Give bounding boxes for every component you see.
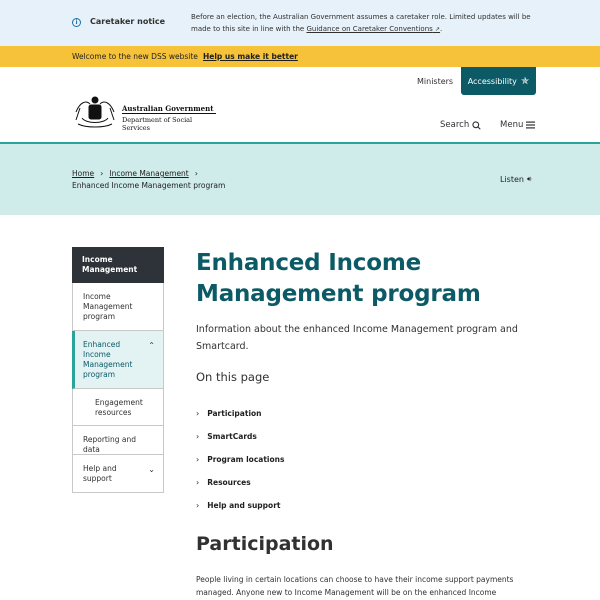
chevron-right-icon: › bbox=[100, 169, 104, 178]
accessibility-button[interactable] bbox=[461, 67, 536, 95]
listen-label: Listen bbox=[500, 175, 524, 184]
site-header bbox=[0, 67, 600, 144]
menu-button[interactable] bbox=[500, 120, 535, 130]
chevron-up-icon[interactable]: ⌃ bbox=[148, 341, 155, 350]
chevron-right-icon: › bbox=[196, 432, 200, 441]
caretaker-notice bbox=[0, 0, 600, 46]
sidenav-item-enhanced-income-management[interactable]: Enhanced Income Management program ⌃ bbox=[72, 331, 164, 389]
section-heading-participation: Participation bbox=[196, 533, 334, 555]
on-this-page-heading: On this page bbox=[196, 370, 270, 384]
page-intro: Information about the enhanced Income Management program and Smartcard. bbox=[196, 324, 518, 352]
welcome-text: Welcome to the new DSS website bbox=[72, 52, 198, 61]
sidenav-item-reporting-and-data[interactable]: Reporting and data bbox=[72, 426, 164, 455]
feedback-link[interactable]: Help us make it better bbox=[203, 52, 298, 61]
toc-link-program-locations[interactable]: › Program locations bbox=[196, 455, 285, 464]
search-icon bbox=[472, 121, 481, 130]
toc-link-resources[interactable]: › Resources bbox=[196, 478, 251, 487]
welcome-banner bbox=[0, 46, 600, 67]
page-title: Enhanced Income Management program bbox=[196, 250, 481, 307]
chevron-right-icon: › bbox=[196, 409, 200, 418]
chevron-down-icon[interactable]: ⌄ bbox=[148, 465, 155, 474]
sidenav-item-income-management-program[interactable]: Income Management program bbox=[72, 283, 164, 331]
sidenav-item-engagement-resources[interactable]: Engagement resources bbox=[72, 389, 164, 426]
main-content bbox=[196, 248, 541, 310]
breadcrumb-home[interactable]: Home bbox=[72, 169, 95, 178]
sidenav-item-help-and-support[interactable]: Help and support ⌄ bbox=[72, 455, 164, 493]
site-logo[interactable] bbox=[72, 94, 222, 130]
ministers-link[interactable]: Ministers bbox=[417, 77, 454, 86]
logo-department-text: Department of Social Services bbox=[122, 116, 193, 132]
participation-paragraph: People living in certain locations can choose to have their income support payments managed. Anyone new to Income Management will be on the enhanced Income bbox=[196, 575, 514, 597]
chevron-right-icon: › bbox=[196, 478, 200, 487]
caretaker-text: Before an election, the Australian Government assumes a caretaker role. Limited updates will be made to this site in line with the Guidance on Caretaker Conventions ↗. bbox=[191, 13, 531, 33]
listen-button[interactable] bbox=[500, 175, 531, 184]
info-icon: i bbox=[72, 18, 81, 27]
coat-of-arms-icon bbox=[72, 94, 118, 130]
toc-link-participation[interactable]: › Participation bbox=[196, 409, 262, 418]
speaker-icon: 🔊︎ bbox=[526, 175, 532, 183]
menu-label: Menu bbox=[500, 120, 524, 130]
search-label: Search bbox=[440, 120, 470, 130]
logo-divider bbox=[122, 113, 216, 114]
breadcrumb-current: Enhanced Income Management program bbox=[72, 181, 226, 190]
toc-link-help-and-support[interactable]: › Help and support bbox=[196, 501, 281, 510]
chevron-right-icon: › bbox=[196, 455, 200, 464]
accessibility-icon: ✯ bbox=[520, 75, 530, 87]
breadcrumb-income-management[interactable]: Income Management bbox=[109, 169, 189, 178]
chevron-right-icon: › bbox=[196, 501, 200, 510]
toc-link-smartcards[interactable]: › SmartCards bbox=[196, 432, 257, 441]
hamburger-icon bbox=[526, 121, 535, 129]
search-button[interactable] bbox=[440, 120, 481, 130]
caretaker-body: Before an election, the Australian Government assumes a caretaker role. Limited updates will be made to this site in line with the bbox=[191, 13, 531, 33]
on-this-page-list bbox=[196, 402, 284, 517]
side-navigation bbox=[72, 247, 164, 493]
external-link-icon: ↗ bbox=[435, 26, 441, 33]
sidenav-heading[interactable]: Income Management bbox=[72, 247, 164, 283]
logo-government-text: Australian Government bbox=[122, 104, 214, 113]
accessibility-label: Accessibility bbox=[467, 76, 517, 86]
caretaker-guidance-link[interactable]: Guidance on Caretaker Conventions ↗ bbox=[306, 25, 441, 33]
caretaker-title: Caretaker notice bbox=[90, 17, 166, 26]
chevron-right-icon: › bbox=[194, 169, 198, 178]
breadcrumb bbox=[72, 169, 225, 190]
